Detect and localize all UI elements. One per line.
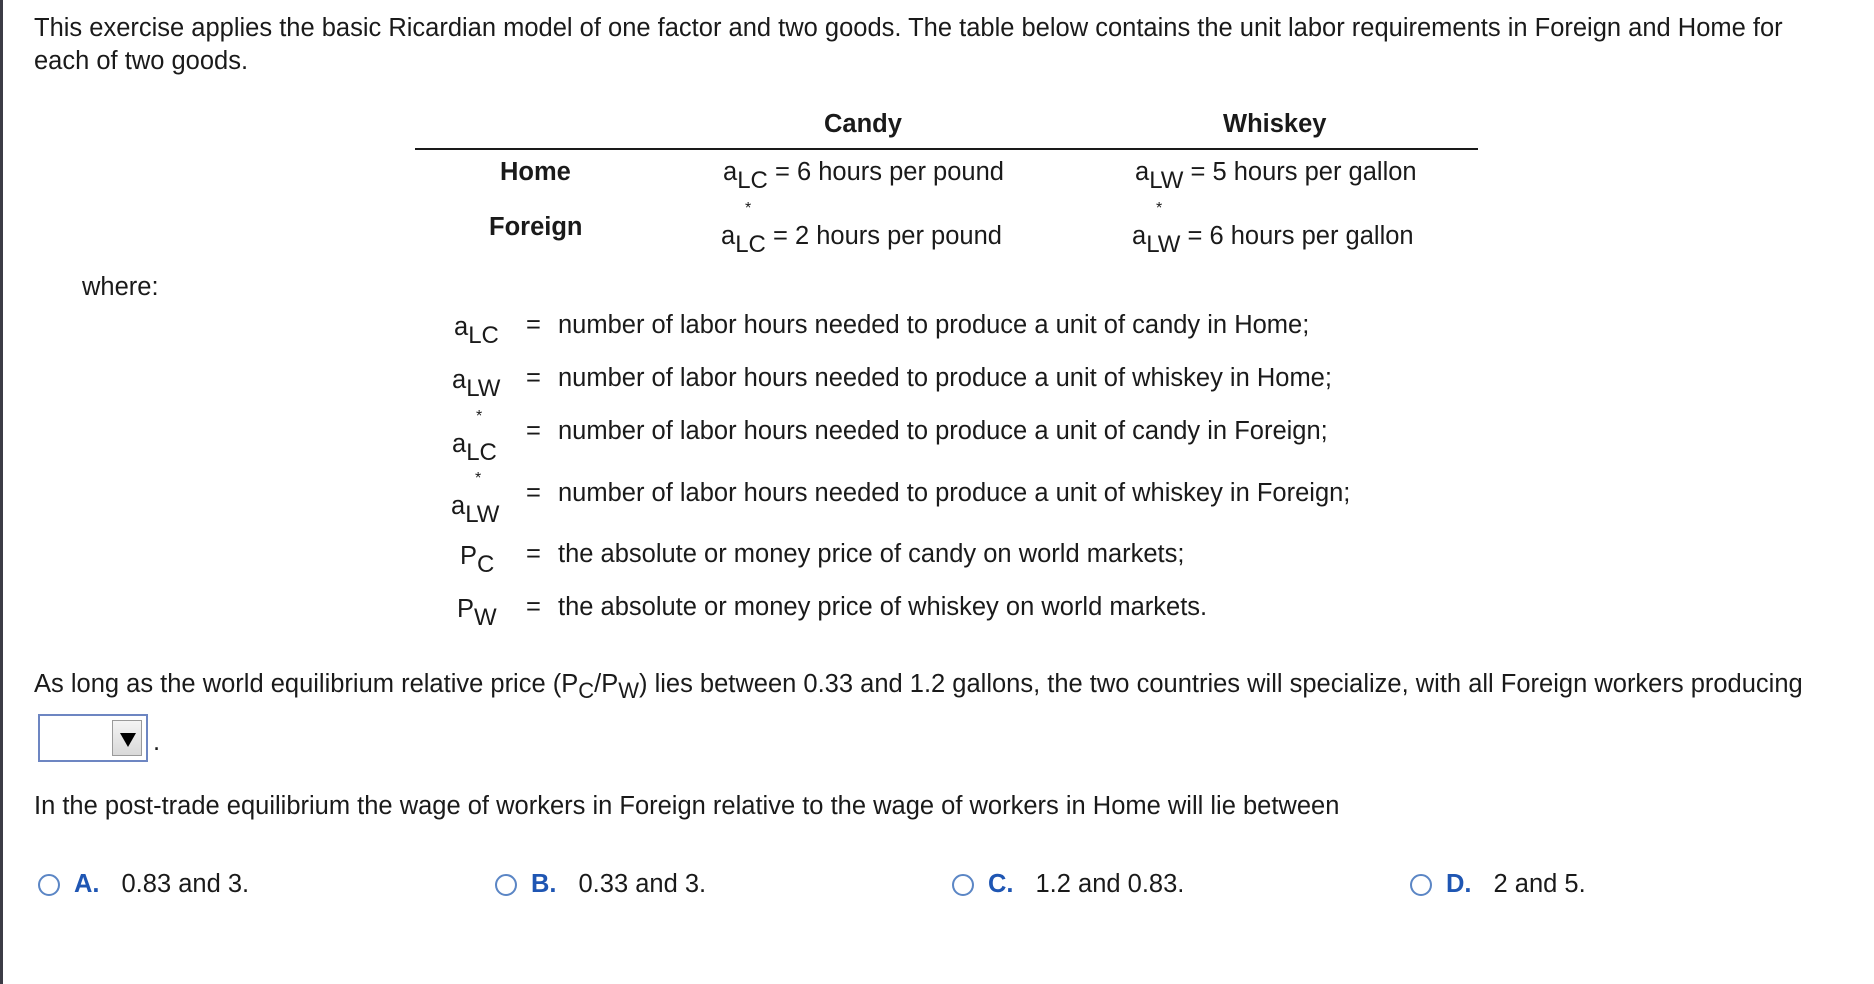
def-equals: = (526, 479, 541, 507)
def-equals: = (526, 593, 541, 621)
symbol-alw-star: * $a_{LW}$ (1132, 200, 1181, 258)
foreign-whiskey-value: = 6 hours per gallon (1187, 222, 1414, 250)
home-whiskey-value: = 5 hours per gallon (1190, 158, 1417, 186)
def-symbol: * $a_{LC}$ (452, 408, 497, 466)
option-text: 2 and 5. (1493, 870, 1586, 898)
intro-text: This exercise applies the basic Ricardian model of one factor and two goods. The table below contains the unit labor requirements in Foreign and Home for each of two goods. (34, 14, 1783, 75)
symbol-alc: $a_{LC}$ (723, 158, 768, 194)
def-equals: = (526, 417, 541, 445)
def-equals: = (526, 540, 541, 568)
radio-icon[interactable] (38, 874, 60, 896)
option-letter: C. (988, 870, 1014, 898)
def-text: number of labor hours needed to produce a unit of candy in Home; (558, 311, 1310, 339)
option-letter: A. (74, 870, 100, 898)
option-text: 0.33 and 3. (578, 870, 707, 898)
definition-row (451, 470, 500, 528)
home-candy-value: = 6 hours per pound (774, 158, 1004, 186)
row-label-foreign: Foreign (489, 213, 583, 241)
radio-icon[interactable] (952, 874, 974, 896)
def-symbol: $a_{LC}$ (454, 313, 499, 349)
definition-row (452, 408, 497, 466)
specialization-dropdown[interactable] (38, 714, 148, 762)
def-symbol: $a_{LW}$ (452, 366, 501, 402)
symbol-alw: $a_{LW}$ (1135, 158, 1184, 194)
option-letter: D. (1446, 870, 1472, 898)
question-2-text: In the post-trade equilibrium the wage of workers in Foreign relative to the wage of workers in Home will lie between (34, 792, 1340, 820)
def-text: number of labor hours needed to produce a unit of whiskey in Home; (558, 364, 1332, 392)
where-label: where: (82, 273, 159, 301)
option-b[interactable] (495, 870, 706, 899)
def-equals: = (526, 364, 541, 392)
option-text: 1.2 and 0.83. (1035, 870, 1185, 898)
def-equals: = (526, 311, 541, 339)
question-1-text: As long as the world equilibrium relative price $(P_C/P_W)$ lies between 0.33 and 1.2 gallons, the two countries will specialize, with all Foreign workers producing (34, 670, 1803, 703)
radio-icon[interactable] (495, 874, 517, 896)
home-candy-cell (723, 158, 1004, 194)
definition-row (460, 542, 495, 578)
def-text: number of labor hours needed to produce a unit of candy in Foreign; (558, 417, 1328, 445)
row-label-home: Home (500, 158, 571, 186)
home-whiskey-cell (1135, 158, 1417, 194)
def-symbol: $P_C$ (460, 542, 495, 578)
def-symbol: * $a_{LW}$ (451, 470, 500, 528)
foreign-candy-value: = 2 hours per pound (772, 222, 1002, 250)
definition-row (457, 595, 497, 631)
def-text: the absolute or money price of whiskey on world markets. (558, 593, 1208, 621)
dropdown-button[interactable] (112, 720, 142, 756)
symbol-alc-star: * $a_{LC}$ (721, 200, 766, 258)
option-text: 0.83 and 3. (121, 870, 250, 898)
left-border (0, 0, 3, 984)
def-symbol: $P_W$ (457, 595, 497, 631)
definition-row (452, 366, 501, 402)
def-text: number of labor hours needed to produce a unit of whiskey in Foreign; (558, 479, 1351, 507)
radio-icon[interactable] (1410, 874, 1432, 896)
dropdown-arrow-icon (120, 733, 136, 747)
foreign-whiskey-cell (1132, 200, 1414, 258)
option-c[interactable] (952, 870, 1184, 899)
option-letter: B. (531, 870, 557, 898)
def-text: the absolute or money price of candy on world markets; (558, 540, 1185, 568)
foreign-candy-cell (721, 200, 1002, 258)
definition-row (454, 313, 499, 349)
header-whiskey: Whiskey (1223, 110, 1327, 138)
option-d[interactable] (1410, 870, 1586, 899)
table-header-rule (415, 148, 1478, 150)
dropdown-period: . (153, 728, 161, 756)
header-candy: Candy (824, 110, 902, 138)
option-a[interactable] (38, 870, 249, 899)
